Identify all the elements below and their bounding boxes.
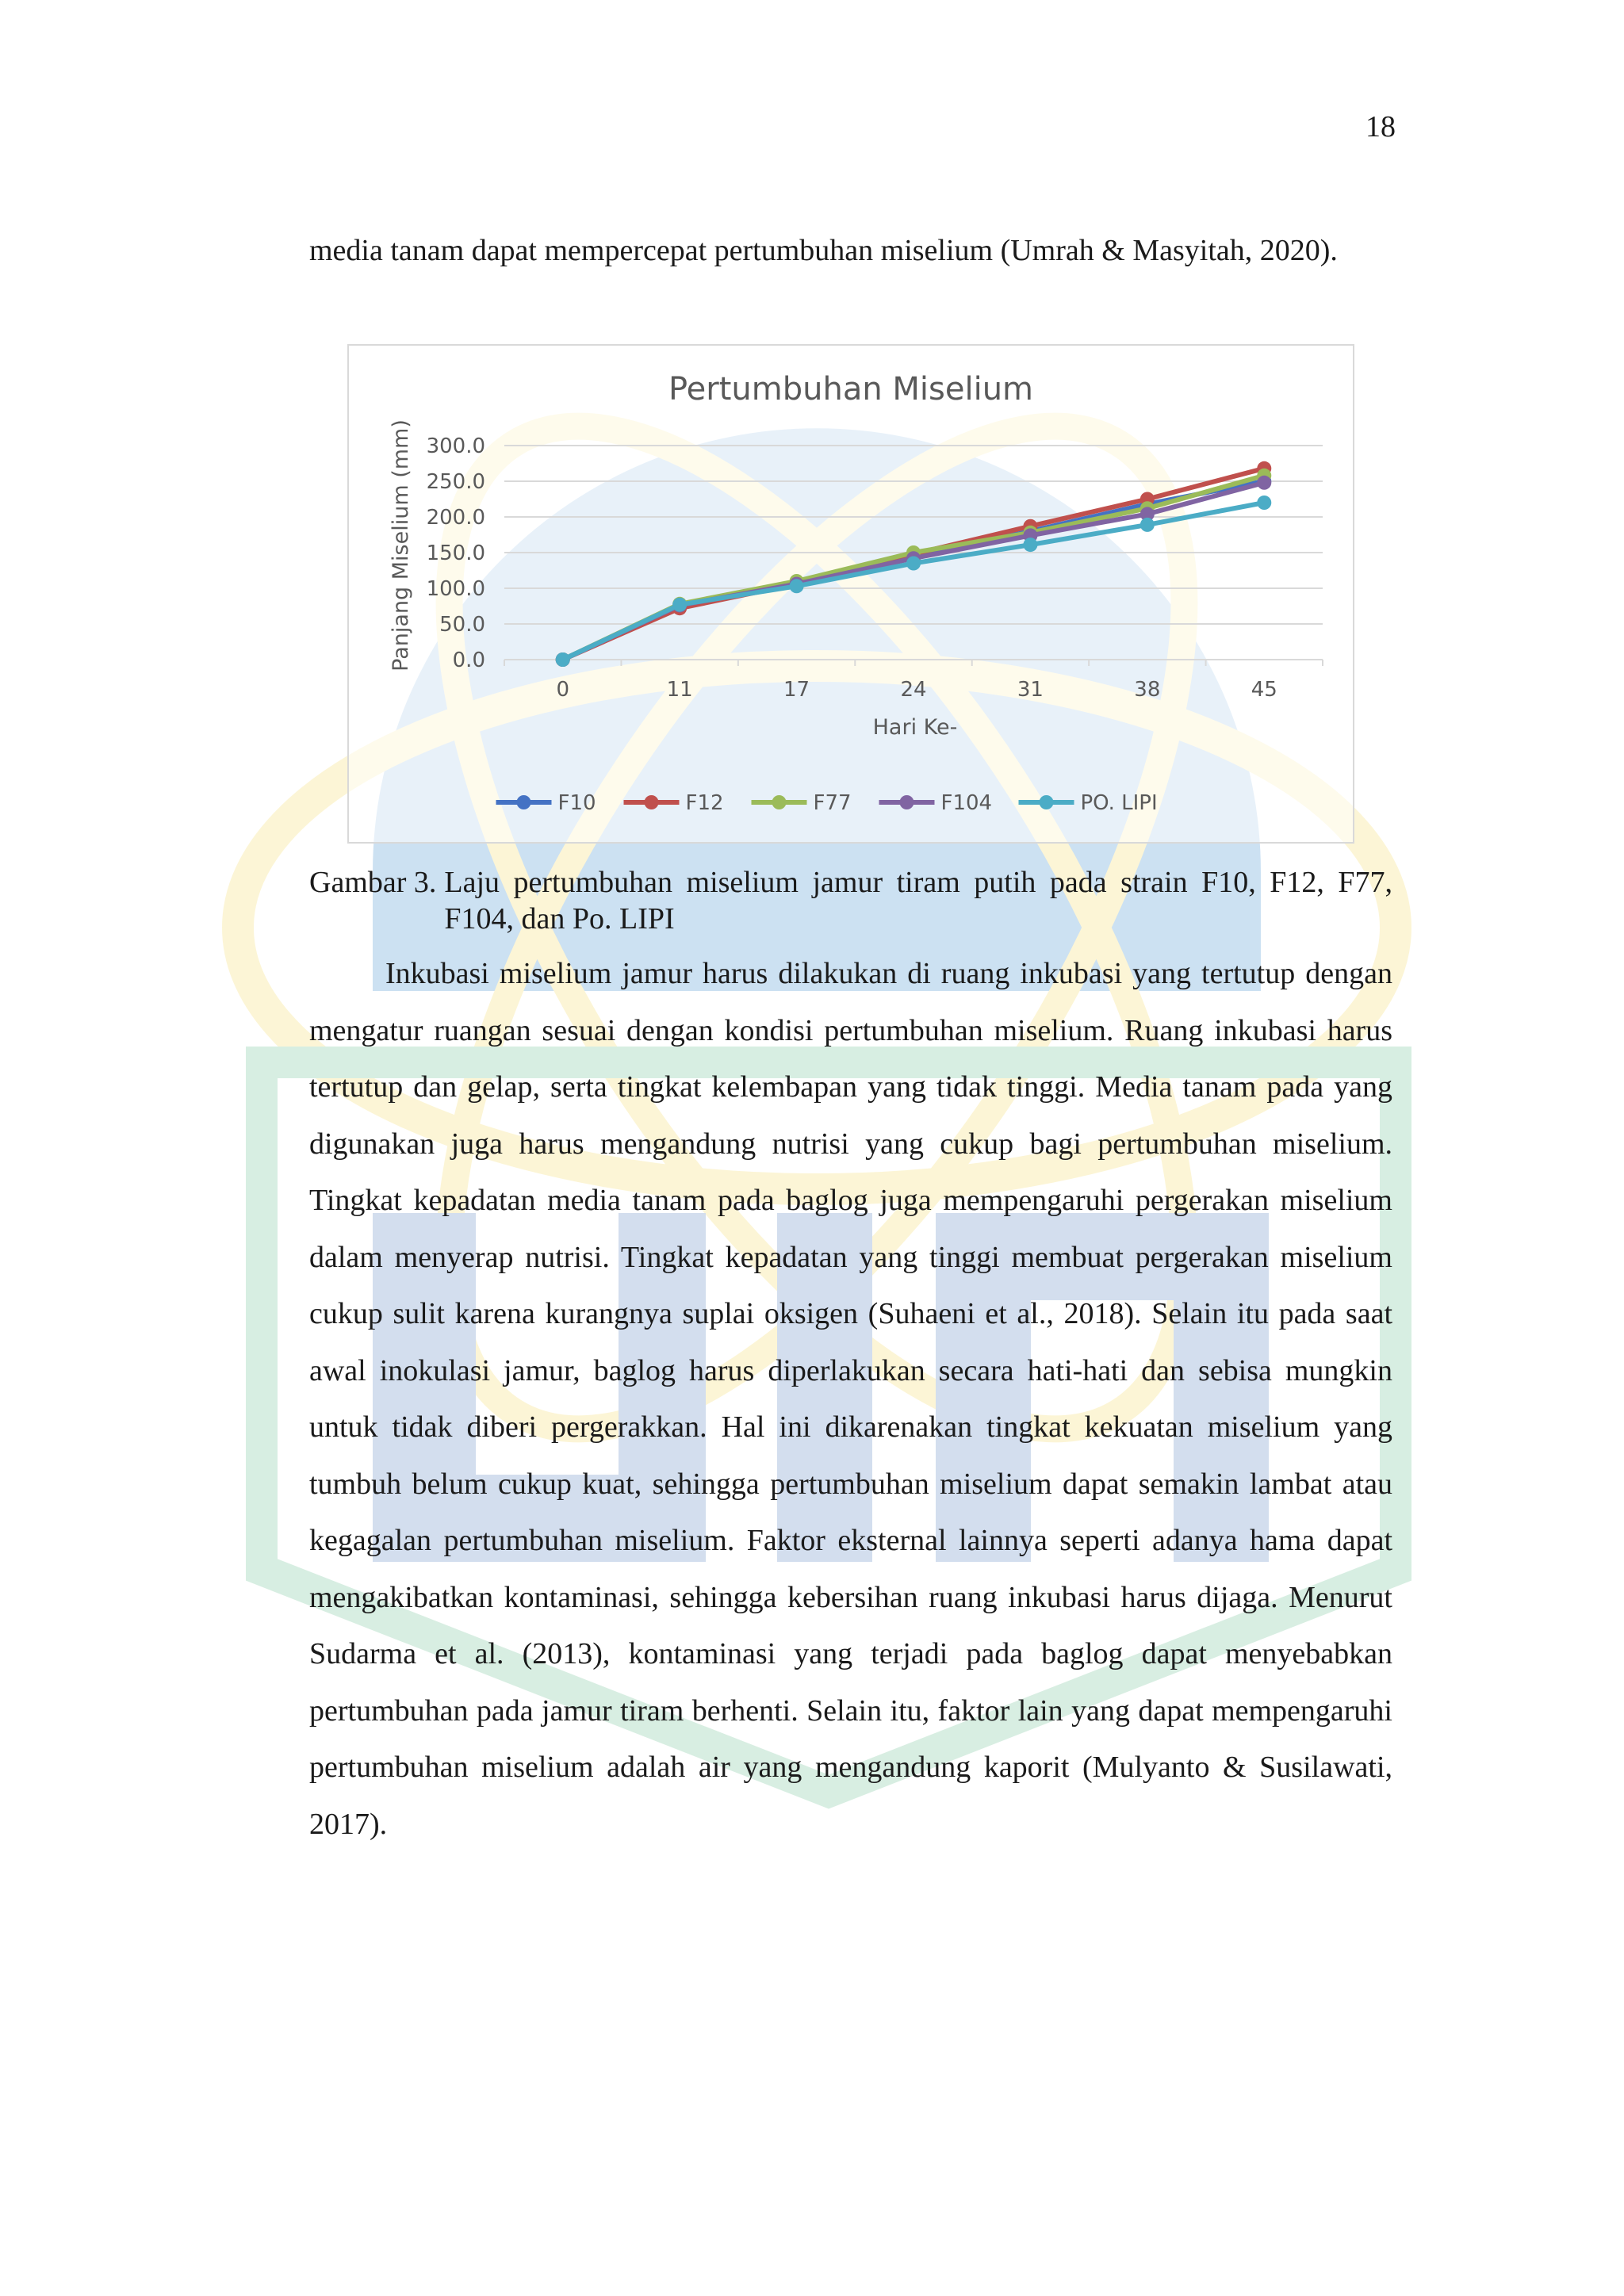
- chart-y-ticks: [427, 434, 485, 672]
- legend-item: [624, 791, 724, 815]
- series-line: [563, 483, 1265, 660]
- line-chart: [349, 346, 1353, 842]
- series-line: [563, 503, 1265, 660]
- page-number: 18: [1365, 110, 1396, 144]
- data-point: [906, 557, 921, 571]
- y-tick-label: 300.0: [426, 434, 485, 458]
- legend-label: F104: [940, 791, 993, 815]
- figure-chart-frame: [347, 344, 1354, 844]
- legend-label: F77: [813, 791, 852, 815]
- x-tick-label: 45: [1251, 678, 1277, 702]
- x-tick-label: 38: [1134, 678, 1161, 702]
- y-tick-label: 250.0: [426, 470, 485, 494]
- legend-item: [496, 791, 596, 815]
- data-point: [1257, 476, 1271, 490]
- data-point: [790, 579, 804, 593]
- legend-label: PO. LIPI: [1080, 791, 1158, 815]
- data-point: [1140, 518, 1155, 532]
- x-tick-label: 0: [556, 678, 569, 702]
- chart-series: [556, 461, 1272, 667]
- y-tick-label: 0.0: [452, 649, 485, 672]
- y-tick-label: 100.0: [426, 577, 485, 601]
- chart-title: Pertumbuhan Miselium: [668, 371, 1034, 408]
- chart-y-axis-label: Panjang Miselium (mm): [389, 419, 413, 672]
- x-tick-label: 31: [1017, 678, 1044, 702]
- legend-item: [752, 791, 852, 815]
- series-po-lipi: [556, 496, 1272, 667]
- legend-marker: [645, 795, 659, 809]
- legend-marker: [517, 795, 531, 809]
- legend-label: F12: [685, 791, 724, 815]
- y-tick-label: 50.0: [439, 613, 485, 637]
- caption-label: Gambar 3.: [309, 866, 437, 899]
- data-point: [1257, 496, 1271, 510]
- x-tick-label: 11: [666, 678, 693, 702]
- legend-item: [879, 791, 993, 815]
- caption-text: Laju pertumbuhan miselium jamur tiram putih pada strain F10, F12, F77, F104, dan Po. LIPI: [444, 866, 1392, 936]
- legend-marker: [900, 795, 914, 809]
- legend-marker: [772, 795, 787, 809]
- legend-item: [1019, 791, 1158, 815]
- paragraph-2: Inkubasi miselium jamur harus dilakukan di ruang inkubasi yang tertutup dengan mengatur ruangan sesuai dengan kondisi pertumbuhan miselium. Ruang inkubasi harus tertutup dan gelap, serta tingkat kelembapan yang tidak tinggi. Media tanam pada yang digunakan juga harus mengandung nutrisi yang cukup bagi pertumbuhan miselium. Tingkat kepadatan media tanam pada baglog juga mempengaruhi pergerakan miselium dalam menyerap nutrisi. Tingkat kepadatan yang tinggi membuat pergerakan miselium cukup sulit karena kurangnya suplai oksigen (Suhaeni et al., 2018). Selain itu pada saat awal inokulasi jamur, baglog harus diperlakukan secara hati-hati dan sebisa mungkin untuk tidak diberi pergerakkan. Hal ini dikarenakan tingkat kekuatan miselium yang tumbuh belum cukup kuat, sehingga pertumbuhan miselium dapat semakin lambat atau kegagalan pertumbuhan miselium. Faktor eksternal lainnya seperti adanya hama dapat mengakibatkan kontaminasi, sehingga kebersihan ruang inkubasi harus dijaga. Menurut Sudarma et al. (2013), kontaminasi yang terjadi pada baglog dapat menyebabkan pertumbuhan pada jamur tiram berhenti. Selain itu, faktor lain yang dapat mempengaruhi pertumbuhan miselium adalah air yang mengandung kaporit (Mulyanto & Susilawati, 2017).: [309, 957, 1392, 1841]
- chart-x-ticks: [504, 660, 1323, 702]
- x-tick-label: 17: [783, 678, 810, 702]
- y-tick-label: 150.0: [426, 541, 485, 565]
- data-point: [556, 652, 570, 667]
- y-tick-label: 200.0: [426, 506, 485, 530]
- data-point: [672, 598, 687, 612]
- x-tick-label: 24: [900, 678, 927, 702]
- paragraph-1: media tanam dapat mempercepat pertumbuhan miselium (Umrah & Masyitah, 2020).: [309, 234, 1338, 267]
- legend-label: F10: [557, 791, 596, 815]
- figure-caption: [309, 864, 1392, 937]
- chart-x-axis-label: Hari Ke-: [872, 715, 958, 740]
- legend-marker: [1040, 795, 1054, 809]
- data-point: [1023, 538, 1037, 552]
- chart-legend: [496, 791, 1158, 815]
